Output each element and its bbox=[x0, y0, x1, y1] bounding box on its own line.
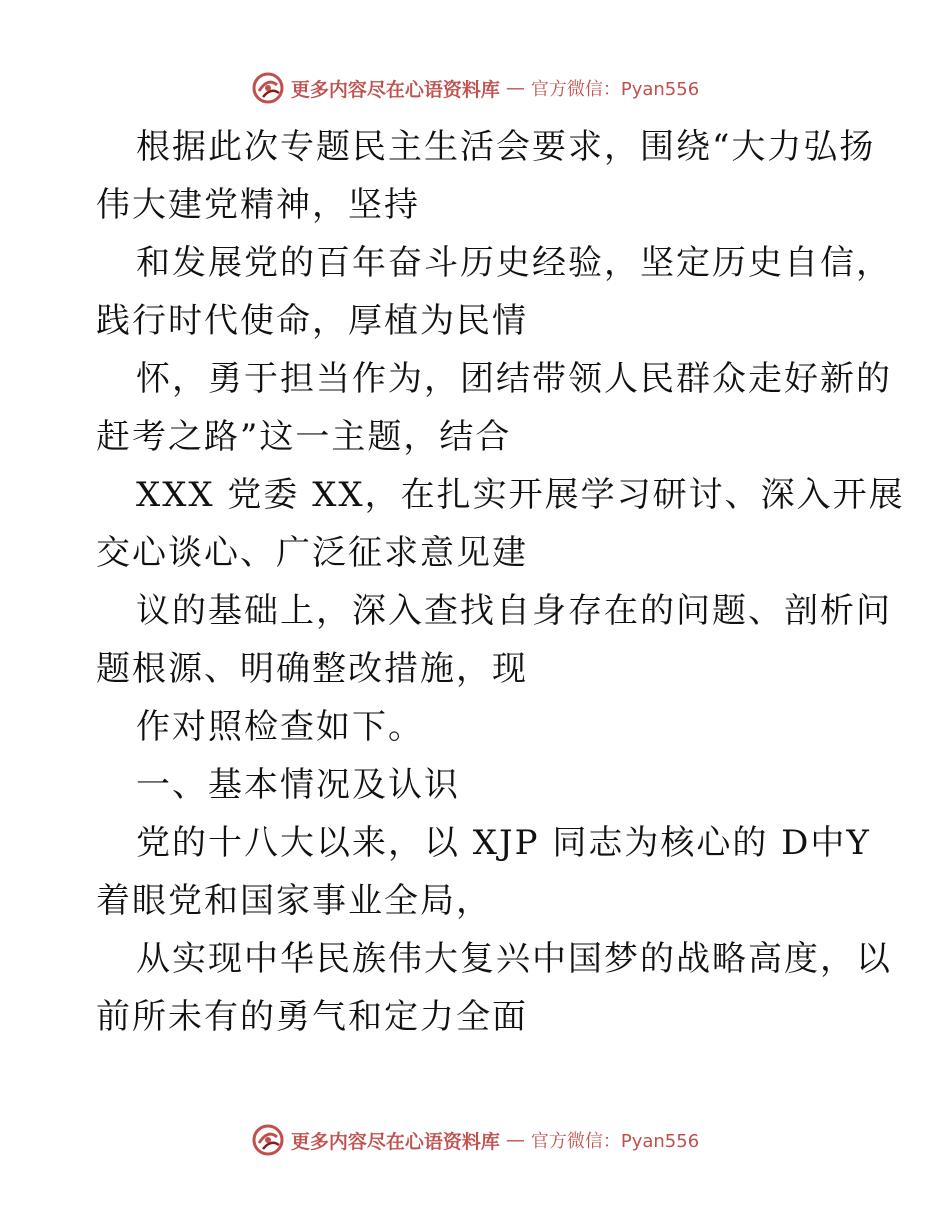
paragraph-3 bbox=[96, 350, 892, 466]
banner-wechat-text: 官方微信：Pyan556 bbox=[530, 79, 700, 100]
document-body bbox=[96, 118, 905, 1046]
paragraph-line: 伟大建党精神，坚持 bbox=[96, 185, 420, 225]
paragraph-6 bbox=[96, 698, 876, 756]
paragraph-line: 根据此次专题民主生活会要求，围绕“大力弘扬 bbox=[136, 127, 876, 167]
paragraph-line: 议的基础上，深入查找自身存在的问题、剖析问 bbox=[136, 591, 892, 631]
paragraph-line: 党的十八大以来，以 XJP 同志为核心的 D中Y bbox=[136, 823, 871, 863]
paragraph-8 bbox=[96, 814, 876, 930]
paragraph-line: 和发展党的百年奋斗历史经验，坚定历史自信， bbox=[136, 243, 892, 283]
paragraph-line: 着眼党和国家事业全局， bbox=[96, 881, 492, 921]
paragraph-line: 践行时代使命，厚植为民情 bbox=[96, 301, 528, 341]
banner-brand-text: 更多内容尽在心语资料库 bbox=[290, 1130, 500, 1153]
paragraph-line: 作对照检查如下。 bbox=[136, 707, 424, 747]
banner-brand-text: 更多内容尽在心语资料库 bbox=[290, 78, 500, 101]
banner-separator: — bbox=[505, 77, 525, 99]
paragraph-line: 怀，勇于担当作为，团结带领人民群众走好新的 bbox=[136, 359, 892, 399]
paragraph-line: 交心谈心、广泛征求意见建 bbox=[96, 533, 528, 573]
footer-banner bbox=[0, 1120, 950, 1160]
header-banner bbox=[0, 68, 950, 108]
paragraph-line: 赶考之路”这一主题，结合 bbox=[96, 417, 512, 457]
paragraph-9 bbox=[96, 930, 892, 1046]
paragraph-line: 从实现中华民族伟大复兴中国梦的战略高度，以 bbox=[136, 939, 892, 979]
paragraph-4 bbox=[96, 466, 905, 582]
paragraph-line: XXX 党委 XX，在扎实开展学习研讨、深入开展 bbox=[136, 475, 905, 515]
paragraph-1 bbox=[96, 118, 876, 234]
paragraph-line: 一、基本情况及认识 bbox=[136, 765, 460, 805]
banner-wechat-text: 官方微信：Pyan556 bbox=[530, 1131, 700, 1152]
paragraph-5 bbox=[96, 582, 892, 698]
paragraph-line: 题根源、明确整改措施，现 bbox=[96, 649, 528, 689]
paragraph-line: 前所未有的勇气和定力全面 bbox=[96, 997, 528, 1037]
red-swirl-logo-icon bbox=[251, 71, 285, 105]
section-heading bbox=[96, 756, 876, 814]
banner-separator: — bbox=[505, 1129, 525, 1151]
paragraph-2 bbox=[96, 234, 892, 350]
red-swirl-logo-icon bbox=[251, 1123, 285, 1157]
